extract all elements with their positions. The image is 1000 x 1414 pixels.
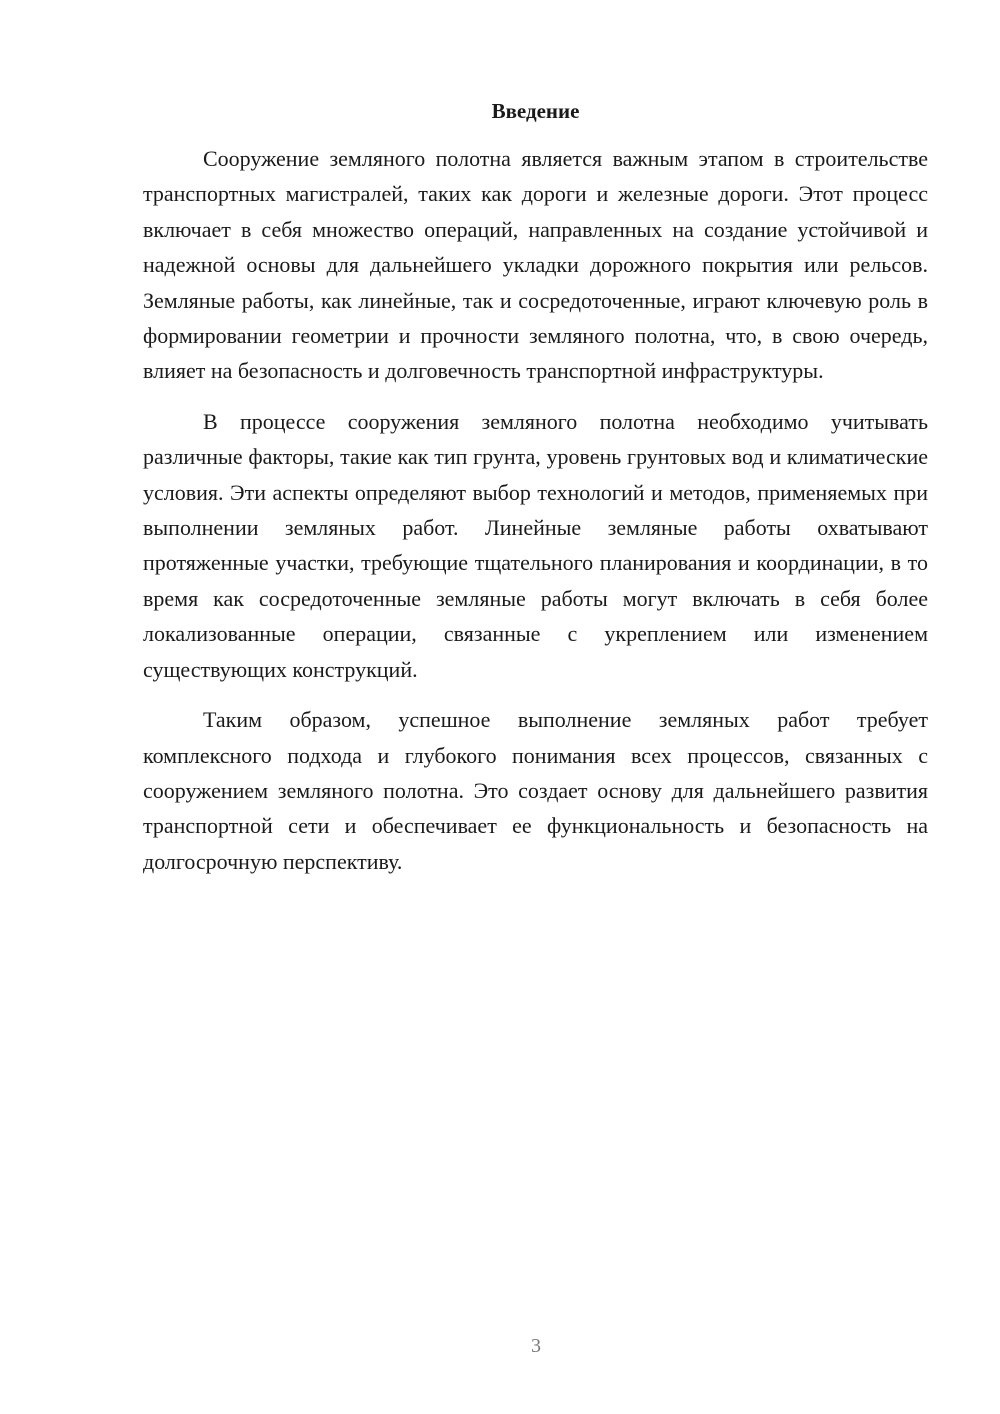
paragraph-1: Сооружение земляного полотна является важным этапом в строительстве транспортных магистралей, таких как дороги и железные дороги. Этот процесс включает в себя множество операций, направленных на создание устойчивой и надежной основы для дальнейшего укладки дорожного покрытия или рельсов. Земляные работы, как линейные, так и сосредоточенные, играют ключевую роль в формировании геометрии и прочности земляного полотна, что, в свою очередь, влияет на безопасность и долговечность транспортной инфраструктуры. [143,146,928,384]
body-text [143,141,928,894]
section-heading: Введение [491,99,580,123]
paragraph-2: В процессе сооружения земляного полотна необходимо учитывать различные факторы, такие как тип грунта, уровень грунтовых вод и климатические условия. Эти аспекты определяют выбор технологий и методов, применяемых при выполнении земляных работ. Линейные земляные работы охватывают протяженные участки, требующие тщательного планирования и координации, в то время как сосредоточенные земляные работы могут включать в себя более локализованные операции, связанные с укреплением или изменением существующих конструкций. [143,408,928,682]
paragraph-3: Таким образом, успешное выполнение земляных работ требует комплексного подхода и глубокого понимания всех процессов, связанных с сооружением земляного полотна. Это создает основу для дальнейшего развития транспортной сети и обеспечивает ее функциональность и безопасность на долгосрочную перспективу. [143,707,928,874]
page-number: 3 [531,1335,541,1357]
